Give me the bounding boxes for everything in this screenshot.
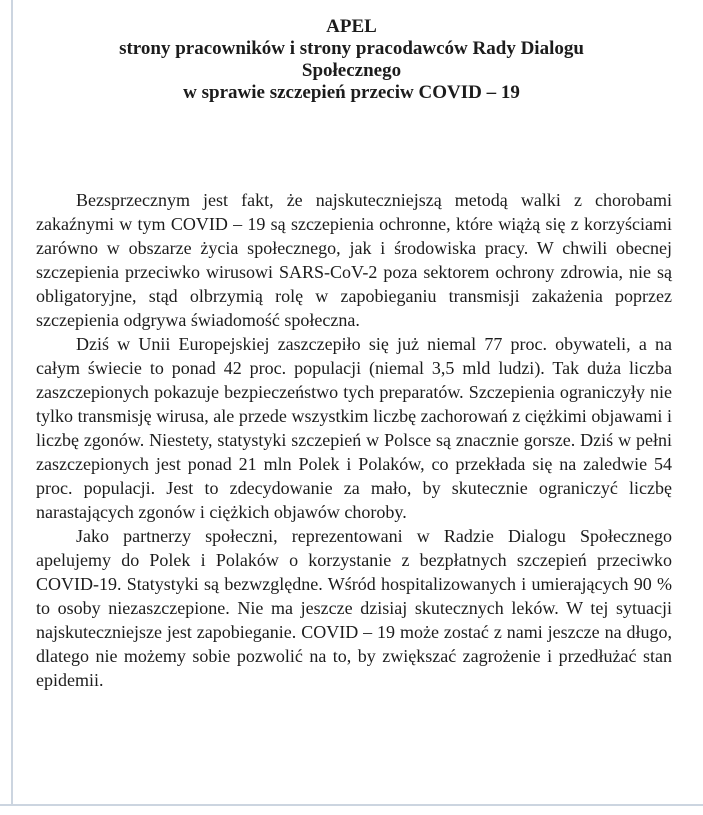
title-line: APEL (326, 16, 377, 37)
title-line: w sprawie szczepień przeciw COVID – 19 (183, 82, 520, 103)
paragraph: Dziś w Unii Europejskiej zaszczepiło się już niemal 77 proc. obywateli, a na całym świecie to ponad 42 proc. populacji (niemal 3,5 mld ludzi). Tak duża liczba zaszczepionych pokazuje bezpieczeństwo tych preparatów. Szczepienia ograniczyły nie tylko transmisję wirusa, ale przede wszystkim liczbę zachorowań z ciężkimi objawami i liczbę zgonów. Niestety, statystyki szczepień w Polsce są znacznie gorsze. Dziś w pełni zaszczepionych jest ponad 21 mln Polek i Polaków, co przekłada się na zaledwie 54 proc. populacji. Jest to zdecydowanie za mało, by skutecznie ograniczyć liczbę narastających zgonów i ciężkich objawów choroby. (36, 334, 672, 522)
page-bottom-edge-line (0, 804, 703, 806)
title-line: strony pracowników i strony pracodawców Rady Dialogu (119, 38, 584, 59)
paragraph: Jako partnerzy społeczni, reprezentowani w Radzie Dialogu Społecznego apelujemy do Polek i Polaków o korzystanie z bezpłatnych szczepień przeciwko COVID-19. Statystyki są bezwzględne. Wśród hospitalizowanych i umierających 90 % to osoby niezaszczepione. Nie ma jeszcze dzisiaj skutecznych leków. W tej sytuacji najskuteczniejsze jest zapobieganie. COVID – 19 może zostać z nami jeszcze na długo, dlatego nie możemy sobie pozwolić na to, by zwiększać zagrożenie i przedłużać stan epidemii. (36, 526, 672, 690)
document-title (30, 16, 673, 104)
title-line: Społecznego (301, 60, 402, 81)
page-left-edge-line (11, 0, 13, 805)
paragraph: Bezsprzecznym jest fakt, że najskuteczniejszą metodą walki z chorobami zakaźnymi w tym COVID – 19 są szczepienia ochronne, które wiążą się z korzyściami zarówno w obszarze życia społecznego, jak i środowiska pracy. W chwili obecnej szczepienia przeciwko wirusowi SARS-CoV-2 poza sektorem ochrony zdrowia, nie są obligatoryjne, stąd olbrzymią rolę w zapobieganiu transmisji zakażenia poprzez szczepienia odgrywa świadomość społeczna. (36, 190, 672, 330)
document-body (36, 188, 672, 692)
